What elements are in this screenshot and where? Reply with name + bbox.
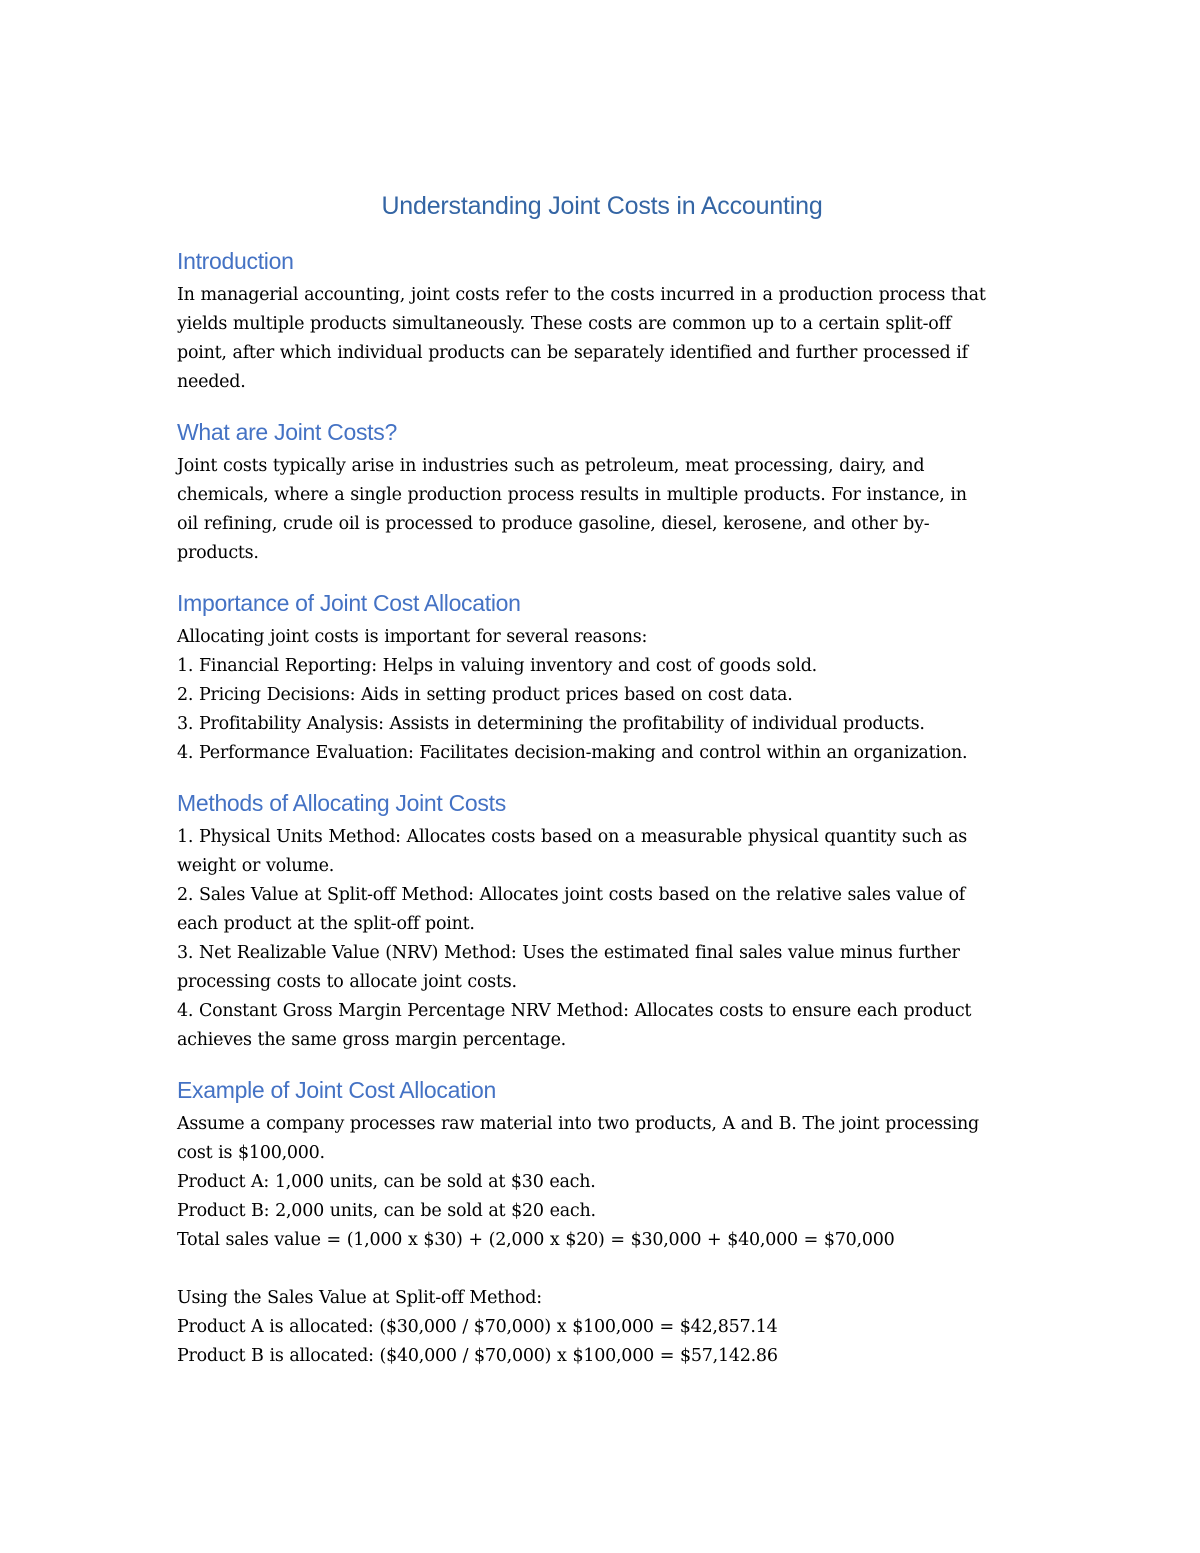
list-item: 2. Pricing Decisions: Aids in setting product prices based on cost data.	[177, 685, 793, 705]
list-item: 4. Constant Gross Margin Percentage NRV Method: Allocates costs to ensure each product	[177, 1001, 972, 1021]
list-item: 1. Financial Reporting: Helps in valuing inventory and cost of goods sold.	[177, 656, 817, 676]
list-item: 3. Profitability Analysis: Assists in determining the profitability of individual products.	[177, 714, 925, 734]
text-line: oil refining, crude oil is processed to produce gasoline, diesel, kerosene, and other by-	[177, 514, 930, 534]
section-importance	[177, 586, 1027, 768]
list-item: weight or volume.	[177, 856, 335, 876]
document-title: Understanding Joint Costs in Accounting	[381, 192, 823, 220]
text-line: point, after which individual products can be separately identified and further processed if	[177, 343, 968, 363]
text-line: chemicals, where a single production process results in multiple products. For instance, in	[177, 485, 967, 505]
list-item: 3. Net Realizable Value (NRV) Method: Uses the estimated final sales value minus further	[177, 943, 960, 963]
text-line: Product B is allocated: ($40,000 / $70,000) x $100,000 = $57,142.86	[177, 1346, 778, 1366]
paragraph	[177, 281, 1027, 397]
list-item: processing costs to allocate joint costs.	[177, 972, 517, 992]
text-line: Assume a company processes raw material into two products, A and B. The joint processing	[177, 1114, 979, 1134]
text-line: needed.	[177, 372, 246, 392]
text-line: Product B: 2,000 units, can be sold at $20 each.	[177, 1201, 596, 1221]
list-item: achieves the same gross margin percentage.	[177, 1030, 566, 1050]
section-introduction	[177, 244, 1027, 397]
text-line: Joint costs typically arise in industries such as petroleum, meat processing, dairy, and	[177, 456, 925, 476]
text-line: cost is $100,000.	[177, 1143, 325, 1163]
text-line: Product A: 1,000 units, can be sold at $30 each.	[177, 1172, 596, 1192]
text-line: In managerial accounting, joint costs refer to the costs incurred in a production process that	[177, 285, 986, 305]
section-heading: Example of Joint Cost Allocation	[177, 1077, 496, 1103]
paragraph	[177, 1110, 1027, 1371]
text-line: products.	[177, 543, 259, 563]
text-line: Total sales value = (1,000 x $30) + (2,000 x $20) = $30,000 + $40,000 = $70,000	[177, 1230, 895, 1250]
paragraph	[177, 823, 1027, 1055]
section-heading: What are Joint Costs?	[177, 419, 397, 445]
list-item: 2. Sales Value at Split-off Method: Allocates joint costs based on the relative sales value of	[177, 885, 966, 905]
paragraph	[177, 452, 1027, 568]
text-line: Product A is allocated: ($30,000 / $70,000) x $100,000 = $42,857.14	[177, 1317, 778, 1337]
document-page	[177, 188, 1027, 1389]
list-item: each product at the split-off point.	[177, 914, 475, 934]
text-line: Allocating joint costs is important for several reasons:	[177, 627, 648, 647]
section-heading: Importance of Joint Cost Allocation	[177, 590, 521, 616]
blank-line	[177, 1255, 1027, 1284]
text-line: Using the Sales Value at Split-off Method:	[177, 1288, 542, 1308]
text-line: yields multiple products simultaneously. These costs are common up to a certain split-off	[177, 314, 952, 334]
section-what-are-joint-costs	[177, 415, 1027, 568]
section-methods	[177, 786, 1027, 1055]
list-item: 1. Physical Units Method: Allocates costs based on a measurable physical quantity such as	[177, 827, 967, 847]
list-item: 4. Performance Evaluation: Facilitates decision-making and control within an organization.	[177, 743, 968, 763]
section-heading: Introduction	[177, 248, 294, 274]
section-heading: Methods of Allocating Joint Costs	[177, 790, 506, 816]
paragraph	[177, 623, 1027, 768]
section-example	[177, 1073, 1027, 1371]
